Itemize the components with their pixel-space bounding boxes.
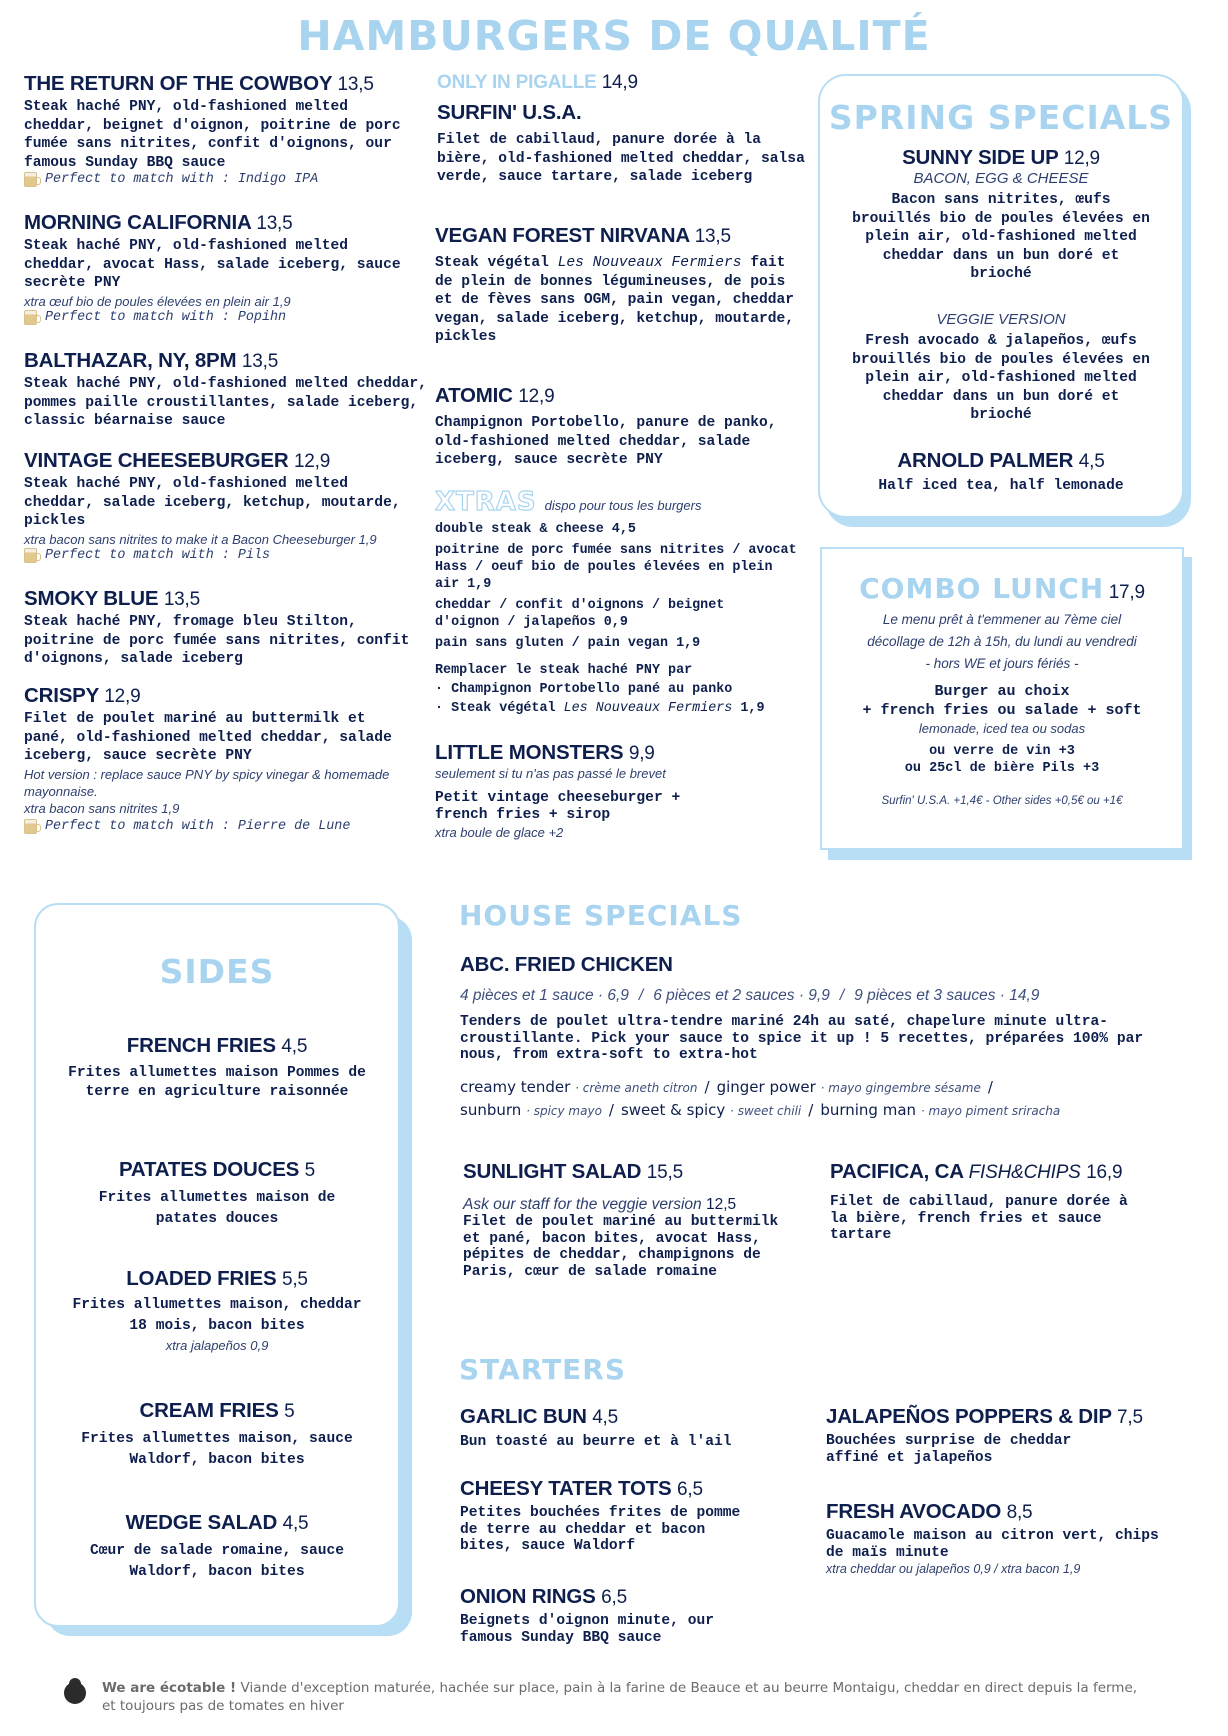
side-price: 4,5 bbox=[282, 1513, 309, 1534]
little-monsters-desc: Petit vintage cheeseburger + french fries + sirop bbox=[435, 790, 681, 823]
sunlight-veggie bbox=[463, 1196, 793, 1213]
starter-desc: Guacamole maison au citron vert, chips de maïs minute bbox=[826, 1528, 1159, 1561]
combo-wine: ou verre de vin +3 bbox=[929, 744, 1075, 760]
side-note: xtra jalapeños 0,9 bbox=[165, 1338, 269, 1353]
little-monsters-note: xtra boule de glace +2 bbox=[435, 825, 564, 840]
side-price: 4,5 bbox=[281, 1036, 308, 1057]
footer-text: Viande d'exception maturée, hachée sur place, pain à la farine de Beauce et au beurre Montaigu, cheddar en direct depuis la ferme, et toujours pas de tomates en hiver bbox=[102, 1680, 1138, 1714]
side-price: 5 bbox=[304, 1160, 316, 1181]
combo-softs: lemonade, iced tea ou sodas bbox=[918, 721, 1086, 737]
burger-item bbox=[24, 349, 444, 431]
combo-footnote: Surfin' U.S.A. +1,4€ - Other sides +0,5€ ou +1€ bbox=[881, 795, 1123, 808]
combo-main: Burger au choix bbox=[934, 683, 1070, 700]
starter-name: ONION RINGS bbox=[460, 1585, 596, 1608]
starter-item bbox=[826, 1405, 1186, 1466]
starter-desc: Beignets d'oignon minute, our famous Sunday BBQ sauce bbox=[460, 1613, 714, 1646]
replace-title: Remplacer le steak haché PNY par bbox=[435, 663, 693, 678]
sauce-item: sweet & spicy · sweet chili bbox=[620, 1100, 802, 1119]
side-price: 5,5 bbox=[281, 1269, 308, 1290]
chicken-tier: 4 pièces et 1 sauce · 6,9 bbox=[460, 987, 629, 1004]
sides-title: SIDES bbox=[159, 952, 275, 991]
combo-title: COMBO LUNCH bbox=[859, 572, 1105, 605]
burger-price: 13,5 bbox=[163, 589, 200, 610]
combo-details bbox=[820, 609, 1184, 810]
sunlight-veggie-text: Ask our staff for the veggie version bbox=[463, 1196, 702, 1213]
chicken-tier: 9 pièces et 3 sauces · 14,9 bbox=[854, 987, 1040, 1004]
starter-price: 7,5 bbox=[1117, 1407, 1143, 1428]
burger-desc: Champignon Portobello, panure de panko, old-fashioned melted cheddar, salade iceberg, sauce secrète PNY bbox=[435, 415, 777, 469]
starter-name: FRESH AVOCADO bbox=[826, 1500, 1002, 1523]
combo-price: 17,9 bbox=[1108, 582, 1145, 603]
burger-name: VEGAN FOREST NIRVANA bbox=[435, 224, 690, 247]
replace-option-a: · Steak végétal bbox=[435, 701, 556, 716]
little-monsters bbox=[435, 741, 805, 841]
burger-price: 12,9 bbox=[293, 451, 331, 472]
sauce-desc: mayo gingembre sésame bbox=[828, 1080, 981, 1095]
sunny-name: SUNNY SIDE UP bbox=[902, 146, 1059, 169]
burger-name: VINTAGE CHEESEBURGER bbox=[24, 449, 289, 472]
house-title: HOUSE SPECIALS bbox=[459, 899, 743, 932]
side-name: CREAM FRIES bbox=[139, 1399, 279, 1422]
burger-item bbox=[24, 211, 424, 325]
pairing-text: Perfect to match with : Indigo IPA bbox=[45, 172, 319, 188]
xtras-line: double steak & cheese 4,5 bbox=[435, 522, 636, 537]
replace-option bbox=[435, 700, 805, 717]
page-title: HAMBURGERS DE QUALITÉ bbox=[297, 12, 931, 60]
burger-name: ATOMIC bbox=[435, 384, 513, 407]
sunny-desc: Bacon sans nitrites, œufs brouillés bio de poules élevées en plein air, old-fashioned melted cheddar dans un bun doré et brioché bbox=[852, 192, 1150, 283]
combo-line: Le menu prêt à t'emmener au 7ème ciel bbox=[882, 612, 1122, 627]
sunny-side-up bbox=[818, 146, 1184, 284]
starter-item bbox=[460, 1585, 760, 1646]
sauce-desc: sweet chili bbox=[737, 1103, 802, 1118]
sauce-item: creamy tender · crème aneth citron bbox=[460, 1077, 698, 1096]
burger-item bbox=[24, 684, 424, 834]
pigalle-price: 14,9 bbox=[601, 72, 638, 93]
starter-item bbox=[460, 1477, 760, 1555]
burger-name: THE RETURN OF THE COWBOY bbox=[24, 72, 333, 95]
combo-main: + french fries ou salade + soft bbox=[862, 701, 1142, 719]
sauce-item: burning man · mayo piment sriracha bbox=[820, 1100, 1061, 1119]
starter-price: 8,5 bbox=[1006, 1502, 1033, 1523]
little-monsters-price: 9,9 bbox=[628, 743, 655, 764]
chicken-tier: 6 pièces et 2 sauces · 9,9 bbox=[653, 987, 830, 1004]
little-monsters-sub: seulement si tu n'as pas passé le brevet bbox=[435, 766, 666, 781]
arnold-palmer bbox=[818, 449, 1184, 496]
side-name: FRENCH FRIES bbox=[126, 1034, 276, 1057]
side-desc: Frites allumettes maison de patates douces bbox=[98, 1190, 336, 1227]
burger-desc: Filet de poulet mariné au buttermilk et pané, old-fashioned melted cheddar, salade iceberg, sauce secrète PNY bbox=[24, 711, 392, 765]
starters-title: STARTERS bbox=[459, 1353, 627, 1386]
replace-option-brand: Les Nouveaux Fermiers bbox=[563, 701, 733, 716]
burger-price: 12,9 bbox=[104, 686, 141, 707]
sauce-name: burning man bbox=[820, 1100, 917, 1119]
side-desc: Frites allumettes maison Pommes de terre en agriculture raisonnée bbox=[68, 1065, 366, 1100]
starter-item bbox=[826, 1500, 1186, 1578]
burger-desc: Steak haché PNY, fromage bleu Stilton, poitrine de porc fumée sans nitrites, confit d'oignons, salade iceberg bbox=[24, 614, 410, 668]
starter-name: JALAPEÑOS POPPERS & DIP bbox=[826, 1405, 1112, 1428]
side-price: 5 bbox=[284, 1401, 295, 1422]
veggie-version bbox=[818, 311, 1184, 425]
burger-item bbox=[435, 224, 805, 347]
little-monsters-name: LITTLE MONSTERS bbox=[435, 741, 624, 764]
beer-icon bbox=[24, 172, 37, 187]
pairing-text: Perfect to match with : Pierre de Lune bbox=[45, 818, 351, 834]
chicken-name: ABC. FRIED CHICKEN bbox=[460, 953, 673, 976]
pacifica-price: 16,9 bbox=[1086, 1162, 1123, 1183]
spring-title: SPRING SPECIALS bbox=[828, 98, 1174, 137]
sauce-item: ginger power · mayo gingembre sésame bbox=[716, 1077, 981, 1096]
pigalle-label: ONLY IN PIGALLE bbox=[437, 72, 597, 93]
surfin-name: SURFIN' U.S.A. bbox=[437, 101, 582, 124]
starter-price: 6,5 bbox=[677, 1479, 703, 1500]
chicken-desc: Tenders de poulet ultra-tendre mariné 24h au saté, chapelure minute ultra-croustillante. Pick your sauce to spice it up ! 5 recettes, préparées 100% par nous, from extra-soft to extra-hot bbox=[460, 1014, 1144, 1063]
arnold-price: 4,5 bbox=[1078, 451, 1105, 472]
side-item bbox=[34, 1399, 400, 1471]
sunlight-name: SUNLIGHT SALAD bbox=[463, 1160, 642, 1183]
pigalle-section bbox=[437, 72, 807, 187]
beer-icon bbox=[24, 819, 37, 834]
xtras-line: cheddar / confit d'oignons / beignet d'oignon / jalapeños 0,9 bbox=[435, 598, 725, 630]
sunlight-desc: Filet de poulet mariné au buttermilk et pané, bacon bites, avocat Hass, pépites de cheddar, champignons de Paris, cœur de salade romaine bbox=[463, 1214, 779, 1280]
burger-note: xtra bacon sans nitrites 1,9 bbox=[24, 800, 180, 816]
sunny-price: 12,9 bbox=[1063, 148, 1100, 169]
chicken-tiers: 4 pièces et 1 sauce · 6,9 / 6 pièces et 2 sauces · 9,9 / 9 pièces et 3 sauces · 14,9 bbox=[460, 987, 1040, 1004]
starter-item bbox=[460, 1405, 800, 1452]
sauce-name: creamy tender bbox=[460, 1077, 571, 1096]
side-name: PATATES DOUCES bbox=[118, 1158, 300, 1181]
ecotable-logo bbox=[64, 1682, 86, 1704]
beer-icon bbox=[24, 548, 37, 563]
side-item bbox=[34, 1158, 400, 1230]
combo-beer: ou 25cl de bière Pils +3 bbox=[904, 761, 1100, 777]
footer bbox=[102, 1679, 1142, 1715]
burger-note: Hot version : replace sauce PNY by spicy vinegar & homemade mayonnaise. bbox=[24, 766, 390, 799]
burger-price: 13,5 bbox=[256, 213, 293, 234]
beer-icon bbox=[24, 310, 37, 325]
burger-name: MORNING CALIFORNIA bbox=[24, 211, 251, 234]
side-item bbox=[34, 1267, 400, 1354]
veggie-sub: VEGGIE VERSION bbox=[936, 311, 1066, 328]
burger-price: 12,9 bbox=[518, 386, 555, 407]
pairing bbox=[24, 310, 424, 325]
sauce-desc: mayo piment sriracha bbox=[928, 1103, 1061, 1118]
burger-desc: Steak haché PNY, old-fashioned melted cheddar, avocat Hass, salade iceberg, sauce secrète PNY bbox=[24, 238, 401, 292]
burger-desc: Steak haché PNY, old-fashioned melted cheddar, salade iceberg, ketchup, moutarde, pickles bbox=[24, 476, 401, 530]
burger-note: xtra bacon sans nitrites to make it a Bacon Cheeseburger 1,9 bbox=[24, 531, 377, 547]
burger-note: xtra œuf bio de poules élevées en plein air 1,9 bbox=[24, 293, 291, 309]
burger-name: BALTHAZAR, NY, 8PM bbox=[24, 349, 237, 372]
pairing bbox=[24, 819, 424, 834]
burger-desc bbox=[435, 254, 805, 347]
burger-price: 13,5 bbox=[694, 226, 731, 247]
burger-desc: Steak haché PNY, old-fashioned melted cheddar, pommes paille croustillantes, salade iceberg, classic béarnaise sauce bbox=[24, 376, 427, 430]
burger-item bbox=[24, 72, 424, 187]
burger-item bbox=[24, 449, 444, 563]
side-desc: Frites allumettes maison, sauce Waldorf, bacon bites bbox=[81, 1431, 353, 1468]
burger-desc: Steak haché PNY, old-fashioned melted cheddar, beignet d'oignon, poitrine de porc fumée sans nitrites, confit d'oignons, our famous Sunday BBQ sauce bbox=[24, 99, 401, 171]
starter-desc: Bouchées surprise de cheddar affiné et jalapeños bbox=[826, 1433, 1072, 1466]
burger-price: 13,5 bbox=[337, 74, 374, 95]
arnold-desc: Half iced tea, half lemonade bbox=[878, 478, 1124, 494]
veggie-desc: Fresh avocado & jalapeños, œufs brouillés bio de poules élevées en plein air, old-fashioned melted cheddar dans un bun doré et brioché bbox=[852, 333, 1150, 424]
starter-price: 4,5 bbox=[592, 1407, 619, 1428]
burger-name: CRISPY bbox=[24, 684, 99, 707]
sauce-item: sunburn · spicy mayo bbox=[460, 1100, 602, 1119]
xtras-line: pain sans gluten / pain vegan 1,9 bbox=[435, 636, 701, 651]
burger-item bbox=[24, 587, 444, 669]
side-desc: Cœur de salade romaine, sauce Waldorf, bacon bites bbox=[90, 1543, 344, 1580]
pairing bbox=[24, 548, 444, 563]
pacifica-tag: FISH&CHIPS bbox=[968, 1162, 1081, 1183]
sauce-name: sunburn bbox=[460, 1100, 522, 1119]
burger-price: 13,5 bbox=[241, 351, 279, 372]
sunlight-price: 15,5 bbox=[646, 1162, 683, 1183]
arnold-name: ARNOLD PALMER bbox=[897, 449, 1074, 472]
pairing-text: Perfect to match with : Pils bbox=[45, 547, 270, 563]
xtras-section bbox=[435, 487, 805, 717]
starter-name: GARLIC BUN bbox=[460, 1405, 587, 1428]
starter-desc: Bun toasté au beurre et à l'ail bbox=[460, 1434, 732, 1450]
side-desc: Frites allumettes maison, cheddar 18 mois, bacon bites bbox=[72, 1297, 362, 1334]
sauce-list: creamy tender · crème aneth citron / ginger power · mayo gingembre sésame / sunburn · spicy mayo / sweet & spicy · sweet chili / burning man · mayo piment sriracha bbox=[460, 1077, 1061, 1119]
replace-option-price: 1,9 bbox=[740, 701, 765, 716]
burger-name: SMOKY BLUE bbox=[24, 587, 159, 610]
sauce-desc: spicy mayo bbox=[533, 1103, 602, 1118]
replace-option: · Champignon Portobello pané au panko bbox=[435, 682, 733, 697]
surfin-desc: Filet de cabillaud, panure dorée à la bière, old-fashioned melted cheddar, salsa verde, sauce tartare, salade iceberg bbox=[437, 132, 805, 186]
sauce-name: sweet & spicy bbox=[620, 1100, 726, 1119]
starter-note: xtra cheddar ou jalapeños 0,9 / xtra bacon 1,9 bbox=[826, 1562, 1081, 1576]
pacifica-name: PACIFICA, CA bbox=[830, 1160, 964, 1183]
burger-item bbox=[435, 384, 805, 470]
footer-bold: We are écotable ! bbox=[102, 1680, 237, 1696]
pairing-text: Perfect to match with : Popihn bbox=[45, 309, 287, 325]
side-item bbox=[34, 1034, 400, 1101]
side-name: LOADED FRIES bbox=[126, 1267, 277, 1290]
combo-line: - hors WE et jours fériés - bbox=[925, 656, 1079, 671]
sunlight-salad bbox=[463, 1160, 793, 1280]
starter-price: 6,5 bbox=[601, 1587, 627, 1608]
vegan-desc-c: fait de plein de bonnes légumineuses, de pois et de fèves sans OGM, pain vegan, cheddar vegan, salade iceberg, ketchup, moutarde, pickles bbox=[435, 255, 795, 346]
combo-line: décollage de 12h à 15h, du lundi au vendredi bbox=[867, 634, 1137, 649]
pacifica bbox=[830, 1160, 1180, 1244]
vegan-desc-a: Steak végétal bbox=[435, 255, 549, 271]
pairing bbox=[24, 172, 424, 187]
sauce-name: ginger power bbox=[716, 1077, 816, 1096]
xtras-line: poitrine de porc fumée sans nitrites / avocat Hass / oeuf bio de poules élevées en plein air 1,9 bbox=[435, 543, 797, 592]
fried-chicken bbox=[460, 953, 1180, 1122]
xtras-title: XTRAS bbox=[435, 487, 537, 517]
starter-name: CHEESY TATER TOTS bbox=[460, 1477, 672, 1500]
vegan-brand: Les Nouveaux Fermiers bbox=[557, 255, 742, 271]
xtras-subtitle: dispo pour tous les burgers bbox=[544, 498, 702, 513]
sunny-sub: BACON, EGG & CHEESE bbox=[913, 170, 1089, 187]
pacifica-desc: Filet de cabillaud, panure dorée à la bière, french fries et sauce tartare bbox=[830, 1194, 1128, 1243]
starter-desc: Petites bouchées frites de pomme de terre au cheddar et bacon bites, sauce Waldorf bbox=[460, 1505, 741, 1554]
sunlight-veggie-price: 12,5 bbox=[705, 1196, 737, 1213]
side-name: WEDGE SALAD bbox=[125, 1511, 278, 1534]
side-item bbox=[34, 1511, 400, 1583]
combo-header bbox=[820, 572, 1184, 605]
sauce-desc: crème aneth citron bbox=[582, 1080, 698, 1095]
